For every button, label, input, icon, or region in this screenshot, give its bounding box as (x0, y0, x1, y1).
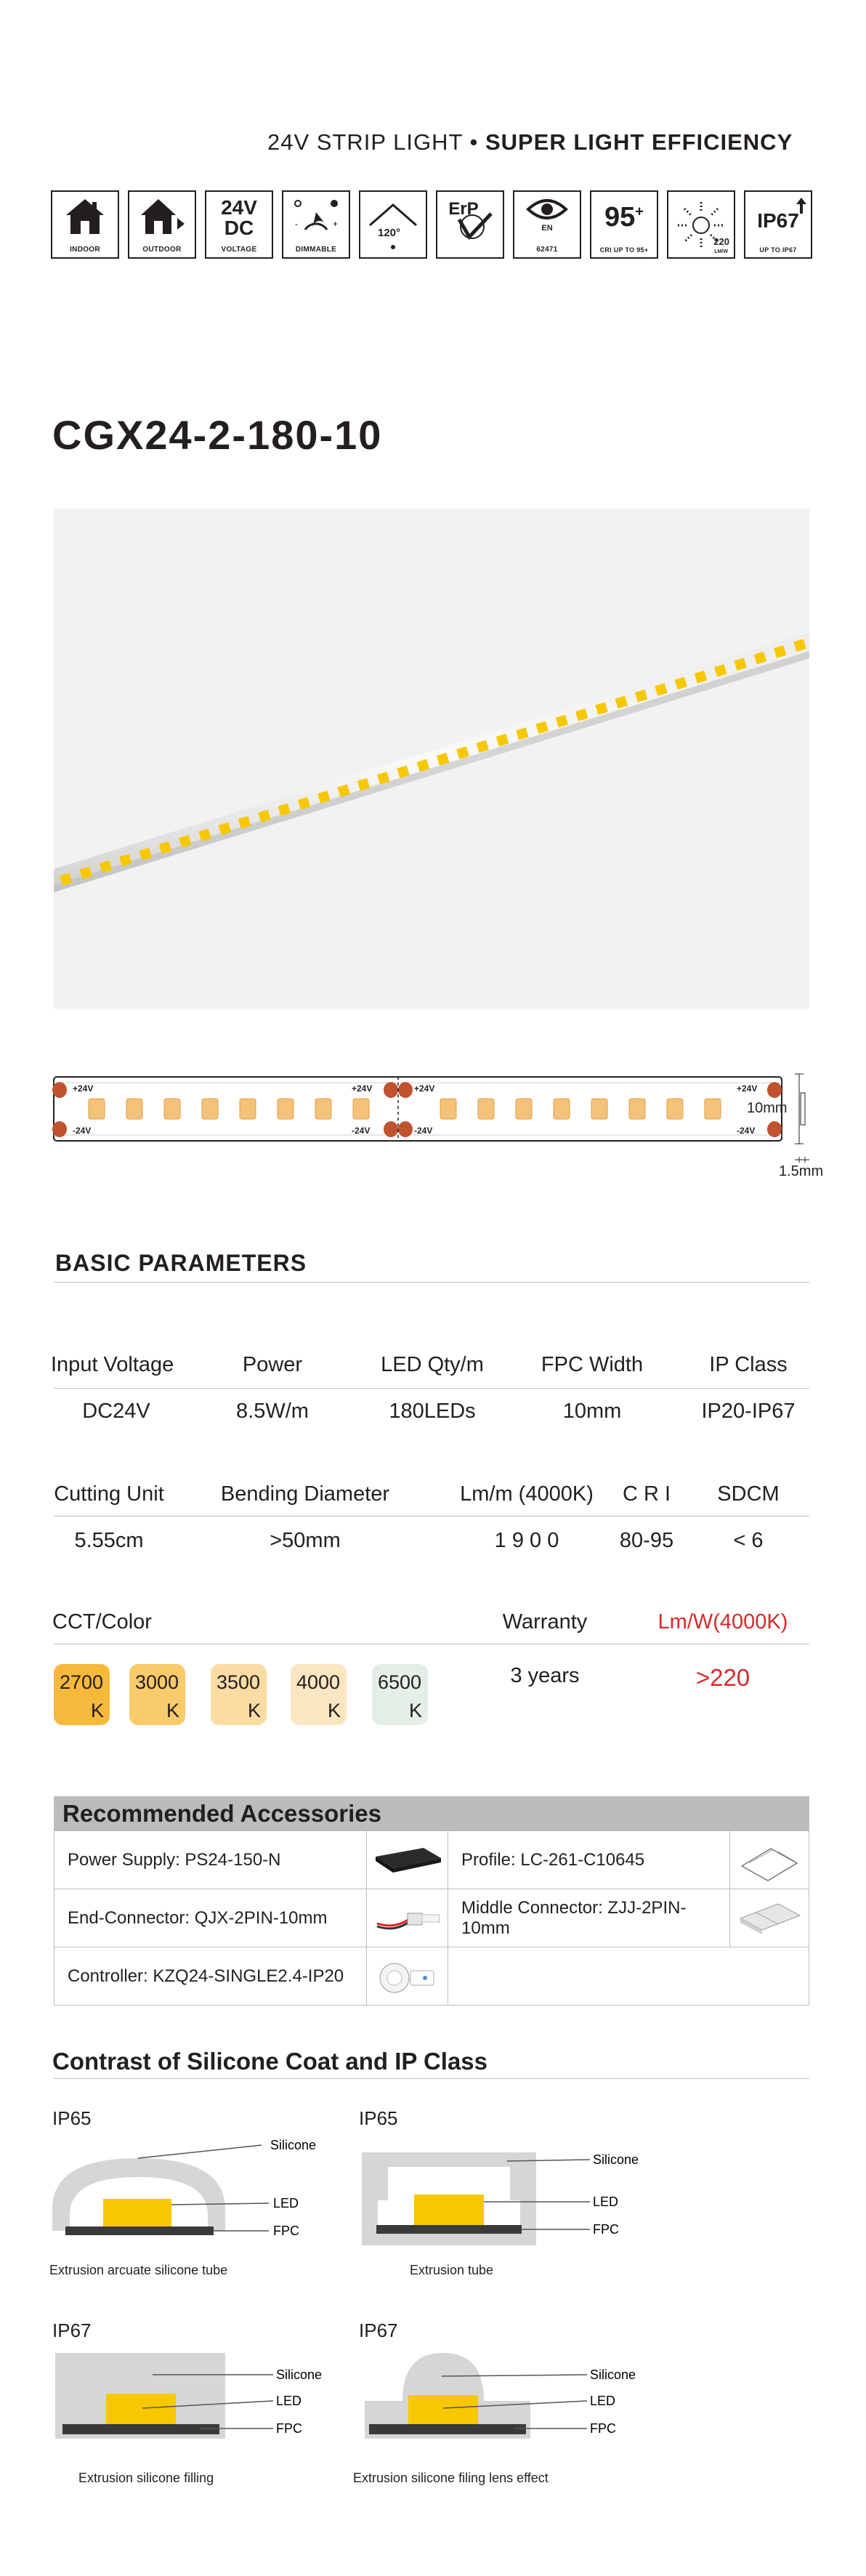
pad-label-minus-1: -24V (73, 1126, 92, 1136)
cri-value: 95 (604, 202, 636, 233)
label-fpc: FPC (590, 2421, 616, 2436)
cct-value: 6500 (378, 1671, 422, 1693)
diagram-ip-label-2: IP65 (359, 2107, 398, 2129)
pad-label-plus-4: +24V (737, 1083, 758, 1094)
extrusion-tube-diagram (356, 2129, 661, 2274)
pad-label-plus-1: +24V (73, 1083, 94, 1094)
accessories-row (54, 1889, 809, 1947)
indoor-caption: INDOOR (70, 246, 100, 254)
beam-angle-icon (359, 190, 427, 259)
controller-image (367, 1947, 448, 2005)
pad-label-minus-2: -24V (352, 1126, 371, 1136)
cct-value: 3000 (135, 1671, 179, 1693)
eye-sub: EN (541, 224, 553, 233)
lens-effect-diagram (356, 2343, 661, 2459)
diagram-led-chip (667, 1099, 683, 1119)
voltage-caption: VOLTAGE (221, 246, 257, 254)
product-photo (54, 509, 809, 1009)
label-fpc: FPC (276, 2421, 302, 2436)
cct-swatch-4000 (291, 1664, 347, 1725)
label-silicone: Silicone (270, 2138, 317, 2152)
diagram-led-chip (202, 1099, 218, 1119)
param-head-fpc-width: FPC Width (541, 1353, 644, 1376)
label-silicone: Silicone (590, 2367, 636, 2382)
label-fpc: FPC (273, 2224, 299, 2238)
cct-unit: K (166, 1700, 179, 1721)
diagram-led-chip (126, 1099, 142, 1119)
accessories-row (54, 1947, 809, 2006)
accessories-row (54, 1831, 809, 1889)
beam-angle-value: 120° (378, 227, 401, 239)
thickness-label: 1.5mm (779, 1163, 824, 1177)
end-connector-cell: End-Connector: QJX-2PIN-10mm (54, 1889, 367, 1947)
diagram-led-chip (591, 1099, 607, 1119)
diagram-caption-2: Extrusion tube (410, 2263, 494, 2277)
diagram-ip-label-4: IP67 (359, 2319, 398, 2341)
param-val-power: 8.5W/m (236, 1400, 309, 1423)
power-supply-image (367, 1831, 448, 1889)
indoor-icon (51, 190, 119, 259)
controller-cell: Controller: KZQ24-SINGLE2.4-IP20 (54, 1947, 367, 2005)
diagram-ip-label-1: IP65 (52, 2107, 92, 2129)
label-silicone: Silicone (593, 2152, 639, 2167)
eye-safety-icon (513, 190, 581, 259)
voltage-icon (205, 190, 273, 259)
param-val-lm-per-m: 1 9 0 0 (494, 1529, 559, 1552)
power-supply-cell: Power Supply: PS24-150-N (54, 1831, 367, 1889)
param-val-cutting-unit: 5.55cm (74, 1529, 144, 1552)
diagram-led-chip (240, 1099, 256, 1119)
middle-connector-image (730, 1889, 809, 1947)
label-led: LED (593, 2195, 619, 2209)
diagram-led-chip (164, 1099, 180, 1119)
strip-diagram (51, 1061, 835, 1177)
cct-unit: K (247, 1700, 261, 1721)
diagram-caption-4: Extrusion silicone filing lens effect (353, 2471, 549, 2485)
diagram-led-chip (705, 1099, 721, 1119)
param-head-cct: CCT/Color (52, 1610, 152, 1634)
empty-cell (448, 1947, 809, 2005)
ip-value: IP67 (757, 209, 799, 232)
cct-value: 4000 (296, 1671, 341, 1693)
diagram-led-chip (629, 1099, 645, 1119)
param-val-bending-diameter: >50mm (270, 1529, 341, 1552)
cri-caption: CRI UP TO 95+ (599, 246, 649, 254)
end-connector-image (367, 1889, 448, 1947)
param-val-lmw: >220 (695, 1664, 750, 1691)
accessories-title: Recommended Accessories (54, 1796, 809, 1831)
param-head-ip-class: IP Class (709, 1353, 788, 1376)
silicone-filling-diagram (44, 2343, 349, 2459)
dimmable-caption: DIMMABLE (295, 246, 337, 254)
diagram-led-chip (478, 1099, 494, 1119)
param-val-warranty: 3 years (510, 1664, 580, 1687)
param-head-lmw: Lm/W(4000K) (657, 1610, 788, 1634)
label-led: LED (590, 2394, 616, 2408)
param-head-cri: C R I (622, 1482, 671, 1506)
cct-value: 2700 (60, 1671, 104, 1693)
param-val-cri: 80-95 (619, 1529, 674, 1552)
contrast-title: Contrast of Silicone Coat and IP Class (52, 2048, 488, 2075)
outdoor-icon (128, 190, 196, 259)
param-val-input-voltage: DC24V (82, 1400, 150, 1423)
cri-sup: + (635, 203, 644, 220)
voltage-line1: 24V (221, 196, 257, 219)
tagline-bold: SUPER LIGHT EFFICIENCY (485, 129, 793, 155)
row2-rule (54, 1516, 809, 1517)
svg-text:-: - (295, 219, 298, 229)
cct-unit: K (90, 1700, 104, 1721)
cct-unit: K (408, 1700, 422, 1721)
led-strip-photo (54, 509, 809, 1009)
row1-rule (54, 1388, 809, 1389)
diagram-led-chip (89, 1099, 105, 1119)
param-val-sdcm: < 6 (733, 1529, 764, 1552)
cct-swatch-3000 (129, 1664, 185, 1725)
pad-label-plus-2: +24V (352, 1083, 373, 1094)
cct-swatch-6500 (372, 1664, 428, 1725)
profile-image (730, 1831, 809, 1889)
param-head-cutting-unit: Cutting Unit (54, 1482, 164, 1506)
label-silicone: Silicone (276, 2367, 323, 2382)
param-head-led-qty: LED Qty/m (381, 1353, 484, 1376)
efficacy-unit: LM/W (714, 249, 728, 254)
diagram-led-chip (315, 1099, 331, 1119)
contrast-rule (54, 2078, 809, 2079)
arcuate-tube-diagram (44, 2129, 349, 2274)
efficacy-value: 220 (713, 236, 729, 247)
diagram-caption-1: Extrusion arcuate silicone tube (49, 2263, 228, 2277)
pad-label-plus-3: +24V (414, 1083, 435, 1094)
param-head-lm-per-m: Lm/m (4000K) (460, 1482, 594, 1506)
voltage-line2: DC (224, 217, 254, 239)
pad-label-minus-3: -24V (414, 1126, 433, 1136)
eye-caption: 62471 (536, 246, 558, 254)
erp-icon (436, 190, 504, 259)
param-head-power: Power (242, 1353, 303, 1376)
diagram-led-chip (516, 1099, 532, 1119)
param-val-ip-class: IP20-IP67 (701, 1400, 796, 1423)
cri-icon (590, 190, 658, 259)
efficacy-icon (667, 190, 735, 259)
ip-caption: UP TO IP67 (759, 246, 797, 254)
param-head-sdcm: SDCM (717, 1482, 780, 1506)
feature-icons (51, 190, 812, 259)
label-fpc: FPC (593, 2222, 619, 2237)
basic-title-rule (54, 1282, 809, 1283)
tagline-light: 24V STRIP LIGHT • (267, 129, 479, 155)
middle-connector-cell: Middle Connector: ZJJ-2PIN-10mm (448, 1889, 730, 1947)
outdoor-caption: OUTDOOR (142, 246, 182, 254)
svg-text:+: + (333, 219, 339, 229)
pad-label-minus-4: -24V (737, 1126, 756, 1136)
cct-swatch-3500 (211, 1664, 267, 1725)
model-number: CGX24-2-180-10 (52, 412, 383, 458)
param-head-input-voltage: Input Voltage (51, 1353, 174, 1376)
label-led: LED (273, 2196, 299, 2210)
diagram-caption-3: Extrusion silicone filling (78, 2471, 214, 2485)
erp-text: ErP (448, 199, 479, 219)
dimmable-icon (282, 190, 350, 259)
basic-parameters-title: BASIC PARAMETERS (55, 1250, 307, 1276)
diagram-led-chip (353, 1099, 369, 1119)
param-head-bending-diameter: Bending Diameter (220, 1482, 390, 1506)
tagline (267, 129, 820, 156)
cct-swatch-2700 (54, 1664, 110, 1725)
param-val-fpc-width: 10mm (562, 1400, 622, 1423)
strip-dimension-drawing (51, 1061, 835, 1177)
diagram-led-chip (554, 1099, 570, 1119)
diagram-led-chip (278, 1099, 294, 1119)
diagram-led-chip (440, 1099, 456, 1119)
width-label: 10mm (747, 1100, 788, 1116)
label-led: LED (276, 2394, 302, 2408)
param-head-warranty: Warranty (502, 1610, 588, 1634)
accessories-table (54, 1796, 809, 2006)
cct-unit: K (327, 1700, 341, 1721)
profile-cell: Profile: LC-261-C10645 (448, 1831, 730, 1889)
cct-value: 3500 (216, 1671, 261, 1693)
diagram-ip-label-3: IP67 (52, 2319, 92, 2341)
param-val-led-qty: 180LEDs (389, 1400, 476, 1423)
ip-icon (744, 190, 812, 259)
